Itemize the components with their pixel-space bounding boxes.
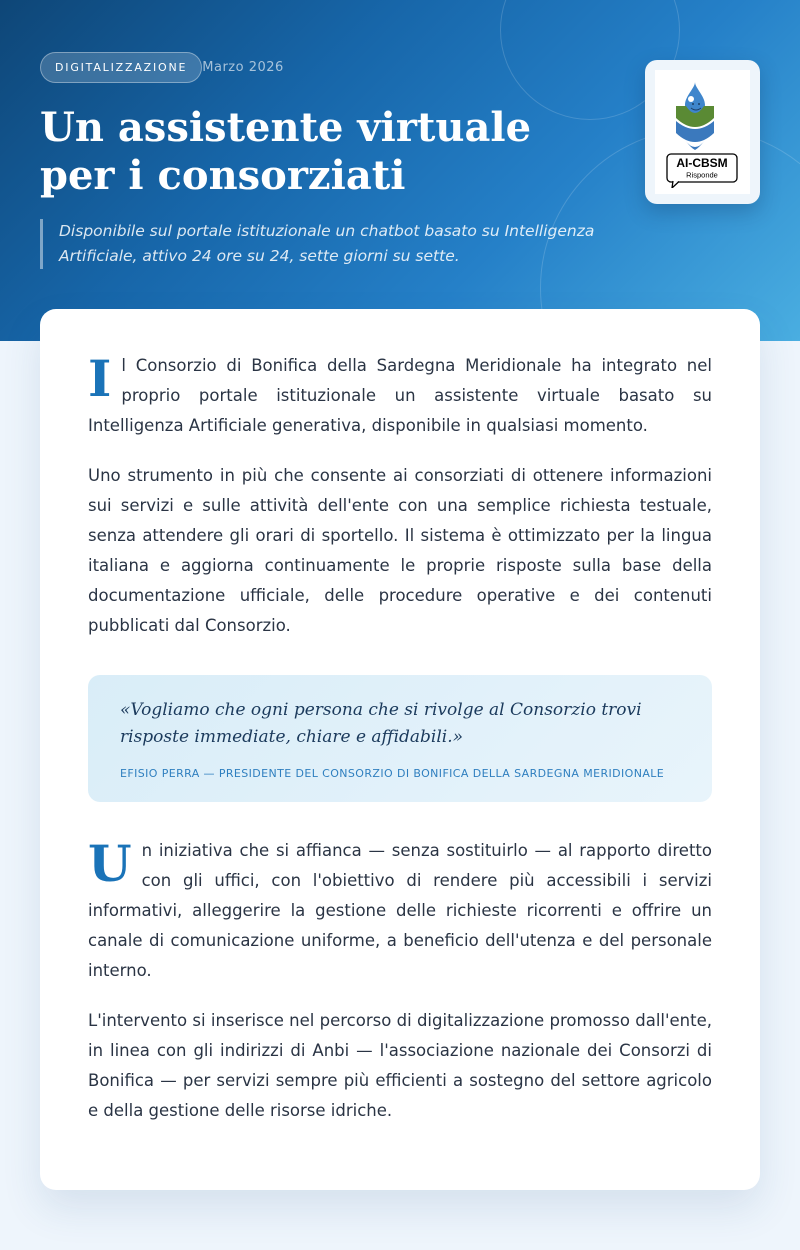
drop-cap: U	[88, 834, 132, 893]
article-paragraph-3	[88, 836, 712, 986]
article-paragraph-4: L'intervento si inserisce nel percorso di digitalizzazione promosso dall'ente, in linea con gli indirizzi di Anbi — l'associazione nazionale dei Consorzi di Bonifica — per servizi sempre più efficienti a sostegno del settore agricolo e della gestione delle risorse idriche.	[88, 1011, 712, 1120]
hero-header	[0, 0, 800, 341]
article-paragraph-1	[88, 351, 712, 441]
article-meta	[40, 52, 284, 83]
article-card	[40, 309, 760, 1190]
water-drop-mascot-icon	[659, 76, 747, 188]
drop-cap: I	[88, 349, 112, 408]
pull-quote	[88, 675, 712, 802]
logo-card	[645, 60, 760, 204]
publish-date: Marzo 2026	[202, 60, 284, 75]
category-badge[interactable]: DIGITALIZZAZIONE	[40, 52, 202, 83]
title-line-1: Un assistente virtuale	[40, 104, 532, 151]
ai-cbsm-logo	[655, 70, 750, 194]
subtitle: Disponibile sul portale istituzionale un chatbot basato su Intelligenza Artificiale, attivo 24 ore su 24, sette giorni su sette.	[40, 219, 640, 269]
svg-text:Risponde: Risponde	[685, 170, 718, 180]
svg-text:AI-CBSM: AI-CBSM	[675, 156, 728, 170]
quote-text: «Vogliamo che ogni persona che si rivolge al Consorzio trovi risposte immediate, chiare e affidabili.»	[120, 700, 642, 747]
paragraph-text: n iniziativa che si affianca — senza sostituirlo — al rapporto diretto con gli uffici, con l'obiettivo di rendere più accessibili i servizi informativi, alleggerire la gestione delle richieste ricorrenti e offrire un canale di comunicazione uniforme, a beneficio dell'utenza e del personale interno.	[88, 841, 712, 980]
article-paragraph-2: Uno strumento in più che consente ai consorziati di ottenere informazioni sui servizi e sulle attività dell'ente con una semplice richiesta testuale, senza attendere gli orari di sportello. Il sistema è ottimizzato per la lingua italiana e aggiorna continuamente le proprie risposte sulla base della documentazione ufficiale, delle procedure operative e dei contenuti pubblicati dal Consorzio.	[88, 466, 712, 635]
paragraph-text: l Consorzio di Bonifica della Sardegna Meridionale ha integrato nel proprio portale istituzionale un assistente virtuale basato su Intelligenza Artificiale generativa, disponibile in qualsiasi momento.	[88, 356, 712, 435]
title-line-2: per i consorziati	[40, 152, 406, 199]
page-title	[40, 104, 600, 200]
quote-author: EFISIO PERRA — PRESIDENTE DEL CONSORZIO DI BONIFICA DELLA SARDEGNA MERIDIONALE	[120, 767, 665, 780]
